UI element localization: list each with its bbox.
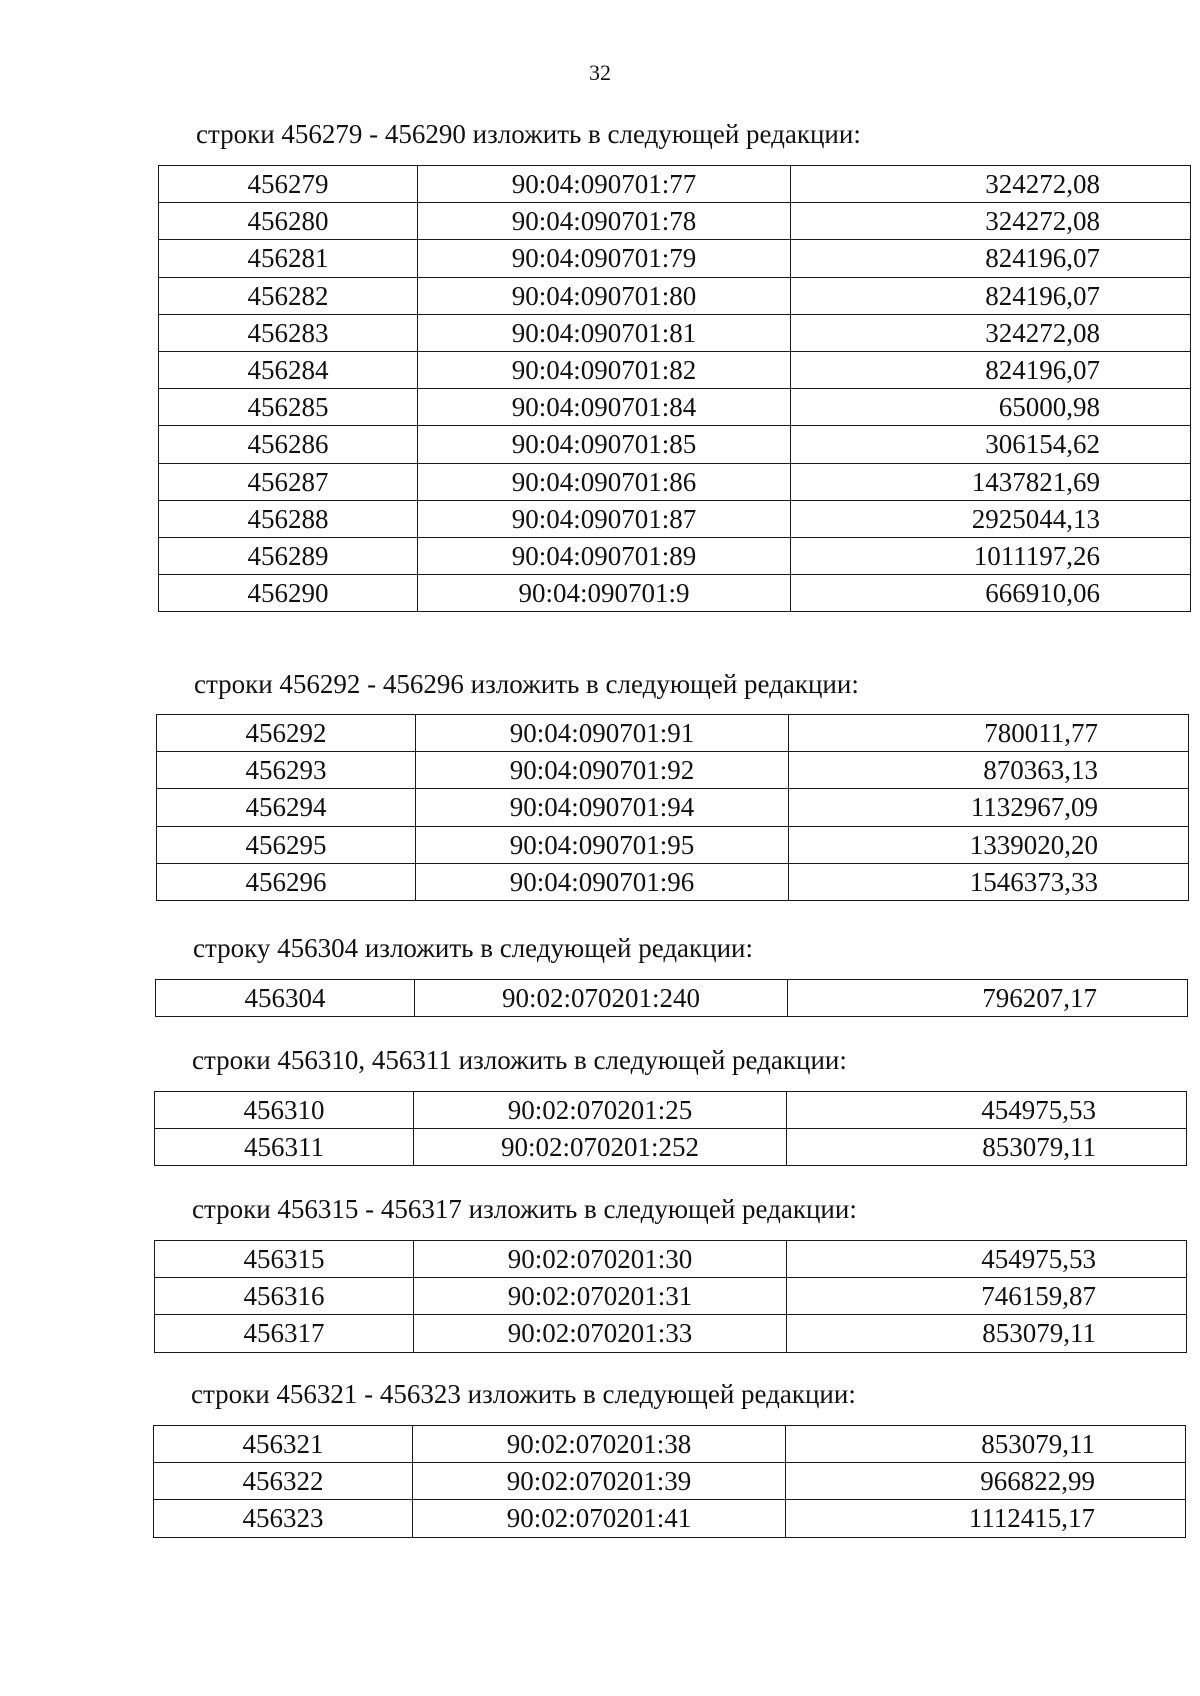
table-row xyxy=(159,314,1191,351)
cadastral-value-cell: 853079,11 xyxy=(786,1426,1186,1463)
cadastral-value-table xyxy=(154,1240,1187,1353)
row-number-cell: 456295 xyxy=(157,826,416,863)
cadastral-value-cell: 306154,62 xyxy=(791,426,1191,463)
table-row xyxy=(159,575,1191,612)
cadastral-value-table xyxy=(158,165,1191,612)
cadastral-number-cell: 90:04:090701:80 xyxy=(418,277,791,314)
cadastral-value-cell: 780011,77 xyxy=(789,715,1189,752)
cadastral-value-cell: 324272,08 xyxy=(791,203,1191,240)
cadastral-value-cell: 2925044,13 xyxy=(791,500,1191,537)
cadastral-number-cell: 90:04:090701:96 xyxy=(416,863,789,900)
row-number-cell: 456321 xyxy=(154,1426,413,1463)
section-intro-text: строку 456304 изложить в следующей редакции: xyxy=(193,933,754,963)
row-number-cell: 456282 xyxy=(159,277,418,314)
cadastral-number-cell: 90:04:090701:82 xyxy=(418,351,791,388)
cadastral-number-cell: 90:04:090701:91 xyxy=(416,715,789,752)
cadastral-value-cell: 324272,08 xyxy=(791,314,1191,351)
cadastral-value-cell: 454975,53 xyxy=(787,1092,1187,1129)
section-intro-text: строки 456310, 456311 изложить в следующей редакции: xyxy=(192,1045,847,1075)
table-row xyxy=(159,426,1191,463)
row-number-cell: 456317 xyxy=(155,1315,414,1352)
row-number-cell: 456294 xyxy=(157,789,416,826)
cadastral-value-cell: 454975,53 xyxy=(787,1241,1187,1278)
cadastral-number-cell: 90:02:070201:31 xyxy=(414,1278,787,1315)
cadastral-value-cell: 1132967,09 xyxy=(789,789,1189,826)
cadastral-number-cell: 90:04:090701:77 xyxy=(418,166,791,203)
row-number-cell: 456322 xyxy=(154,1463,413,1500)
cadastral-number-cell: 90:02:070201:39 xyxy=(413,1463,786,1500)
row-number-cell: 456280 xyxy=(159,203,418,240)
cadastral-number-cell: 90:02:070201:41 xyxy=(413,1500,786,1537)
row-number-cell: 456289 xyxy=(159,537,418,574)
table-row xyxy=(157,789,1189,826)
section-intro-text: строки 456279 - 456290 изложить в следующей редакции: xyxy=(196,119,861,149)
table-row xyxy=(157,715,1189,752)
table-row xyxy=(159,500,1191,537)
cadastral-value-cell: 796207,17 xyxy=(788,980,1188,1017)
cadastral-number-cell: 90:04:090701:94 xyxy=(416,789,789,826)
cadastral-value-cell: 1546373,33 xyxy=(789,863,1189,900)
table-row xyxy=(157,863,1189,900)
cadastral-value-cell: 870363,13 xyxy=(789,752,1189,789)
cadastral-number-cell: 90:04:090701:95 xyxy=(416,826,789,863)
cadastral-number-cell: 90:04:090701:85 xyxy=(418,426,791,463)
cadastral-value-table xyxy=(153,1425,1186,1538)
cadastral-value-table xyxy=(156,714,1189,901)
row-number-cell: 456290 xyxy=(159,575,418,612)
row-number-cell: 456285 xyxy=(159,389,418,426)
cadastral-value-cell: 746159,87 xyxy=(787,1278,1187,1315)
cadastral-number-cell: 90:04:090701:87 xyxy=(418,500,791,537)
table-row xyxy=(157,752,1189,789)
cadastral-number-cell: 90:02:070201:30 xyxy=(414,1241,787,1278)
table-row xyxy=(159,240,1191,277)
cadastral-value-cell: 853079,11 xyxy=(787,1129,1187,1166)
row-number-cell: 456304 xyxy=(156,980,415,1017)
cadastral-value-cell: 824196,07 xyxy=(791,240,1191,277)
cadastral-value-cell: 853079,11 xyxy=(787,1315,1187,1352)
cadastral-number-cell: 90:04:090701:89 xyxy=(418,537,791,574)
table-row xyxy=(155,1092,1187,1129)
cadastral-number-cell: 90:04:090701:84 xyxy=(418,389,791,426)
table-row xyxy=(154,1426,1186,1463)
cadastral-number-cell: 90:04:090701:79 xyxy=(418,240,791,277)
row-number-cell: 456311 xyxy=(155,1129,414,1166)
row-number-cell: 456287 xyxy=(159,463,418,500)
row-number-cell: 456281 xyxy=(159,240,418,277)
table-row xyxy=(155,1315,1187,1352)
table-row xyxy=(159,203,1191,240)
cadastral-value-cell: 1339020,20 xyxy=(789,826,1189,863)
cadastral-value-cell: 966822,99 xyxy=(786,1463,1186,1500)
cadastral-number-cell: 90:02:070201:38 xyxy=(413,1426,786,1463)
row-number-cell: 456315 xyxy=(155,1241,414,1278)
cadastral-number-cell: 90:04:090701:9 xyxy=(418,575,791,612)
table-row xyxy=(156,980,1188,1017)
table-row xyxy=(159,351,1191,388)
row-number-cell: 456279 xyxy=(159,166,418,203)
row-number-cell: 456283 xyxy=(159,314,418,351)
cadastral-value-table xyxy=(154,1091,1187,1166)
cadastral-number-cell: 90:04:090701:78 xyxy=(418,203,791,240)
table-row xyxy=(157,826,1189,863)
cadastral-number-cell: 90:04:090701:92 xyxy=(416,752,789,789)
row-number-cell: 456296 xyxy=(157,863,416,900)
table-row xyxy=(159,389,1191,426)
section-intro-text: строки 456321 - 456323 изложить в следующей редакции: xyxy=(191,1379,856,1409)
row-number-cell: 456316 xyxy=(155,1278,414,1315)
row-number-cell: 456310 xyxy=(155,1092,414,1129)
cadastral-number-cell: 90:02:070201:25 xyxy=(414,1092,787,1129)
table-row xyxy=(155,1241,1187,1278)
cadastral-value-cell: 324272,08 xyxy=(791,166,1191,203)
table-row xyxy=(155,1129,1187,1166)
row-number-cell: 456284 xyxy=(159,351,418,388)
row-number-cell: 456323 xyxy=(154,1500,413,1537)
row-number-cell: 456288 xyxy=(159,500,418,537)
table-row xyxy=(154,1500,1186,1537)
page-number: 32 xyxy=(589,60,611,85)
cadastral-value-cell: 1437821,69 xyxy=(791,463,1191,500)
cadastral-number-cell: 90:02:070201:33 xyxy=(414,1315,787,1352)
row-number-cell: 456293 xyxy=(157,752,416,789)
cadastral-value-cell: 666910,06 xyxy=(791,575,1191,612)
table-row xyxy=(159,277,1191,314)
cadastral-number-cell: 90:04:090701:81 xyxy=(418,314,791,351)
cadastral-value-cell: 65000,98 xyxy=(791,389,1191,426)
cadastral-value-cell: 1112415,17 xyxy=(786,1500,1186,1537)
row-number-cell: 456292 xyxy=(157,715,416,752)
cadastral-value-cell: 824196,07 xyxy=(791,277,1191,314)
table-row xyxy=(159,166,1191,203)
cadastral-value-cell: 1011197,26 xyxy=(791,537,1191,574)
cadastral-number-cell: 90:04:090701:86 xyxy=(418,463,791,500)
cadastral-number-cell: 90:02:070201:252 xyxy=(414,1129,787,1166)
cadastral-number-cell: 90:02:070201:240 xyxy=(415,980,788,1017)
section-intro-text: строки 456315 - 456317 изложить в следующей редакции: xyxy=(192,1194,857,1224)
table-row xyxy=(159,463,1191,500)
row-number-cell: 456286 xyxy=(159,426,418,463)
table-row xyxy=(155,1278,1187,1315)
table-row xyxy=(159,537,1191,574)
section-intro-text: строки 456292 - 456296 изложить в следующей редакции: xyxy=(194,669,859,699)
cadastral-value-cell: 824196,07 xyxy=(791,351,1191,388)
table-row xyxy=(154,1463,1186,1500)
cadastral-value-table xyxy=(155,979,1188,1017)
